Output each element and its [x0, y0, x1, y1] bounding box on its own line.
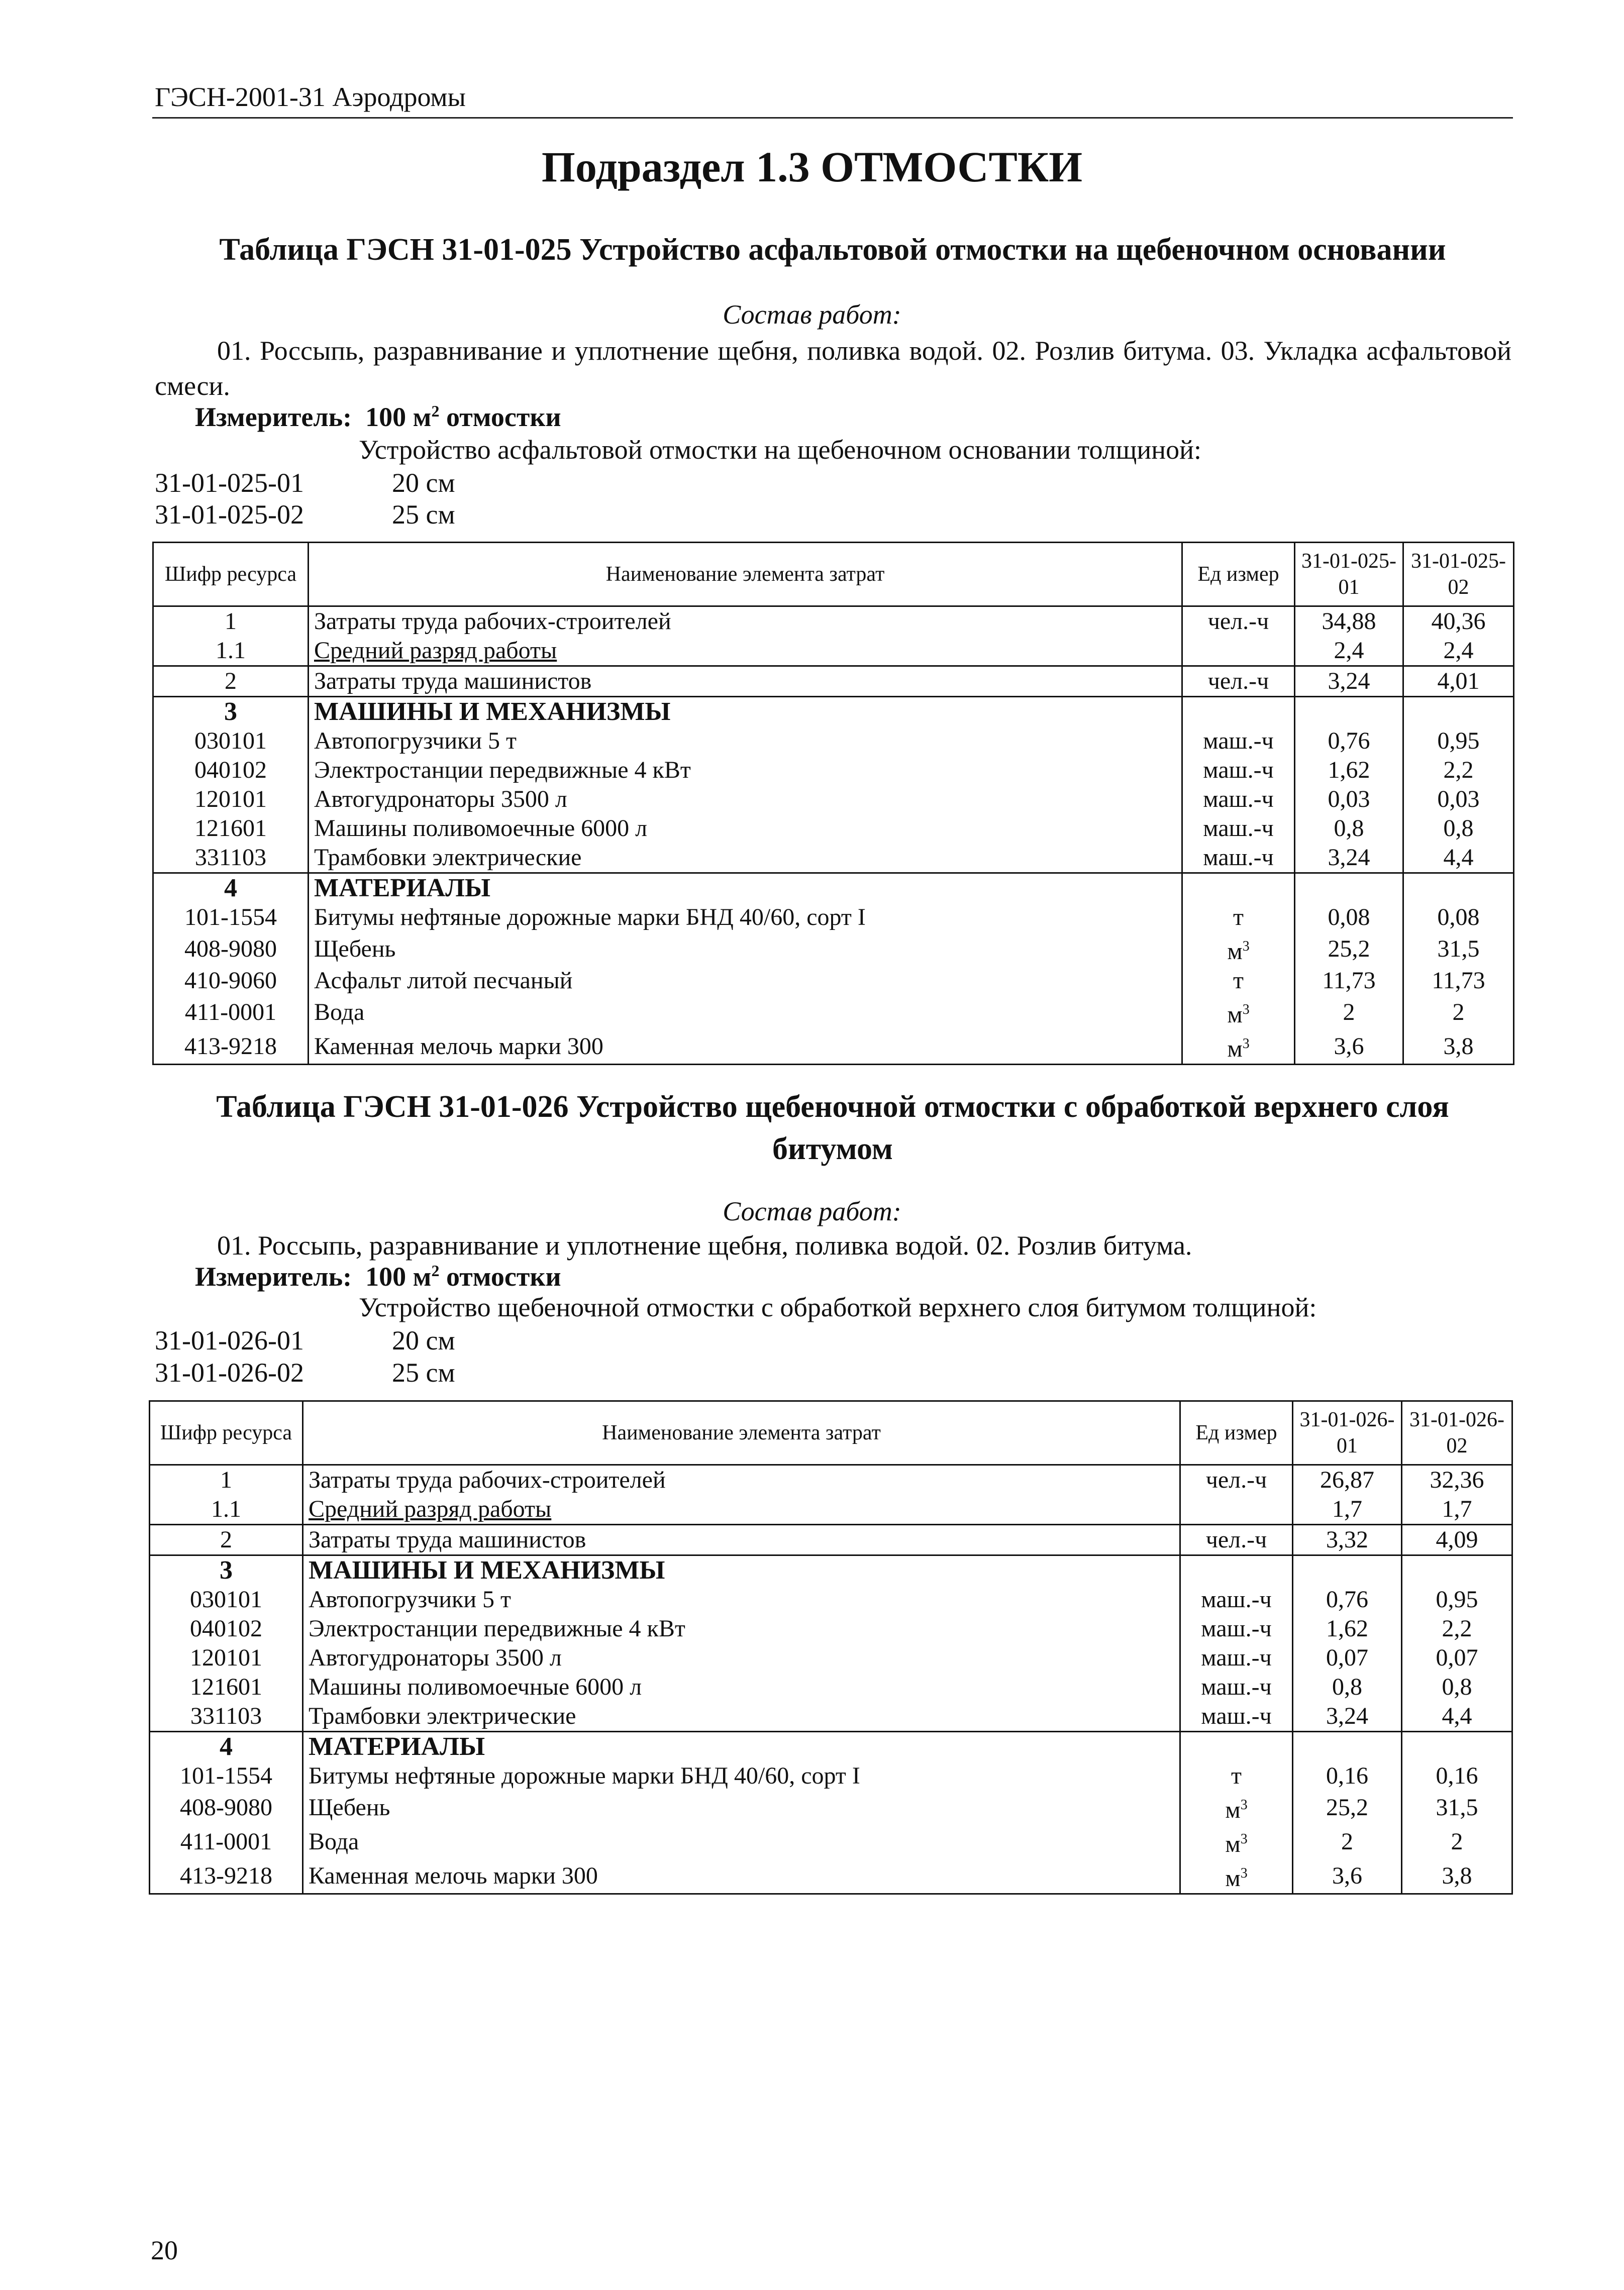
resource-table-2	[149, 1400, 1513, 1895]
resource-unit: маш.-ч	[1182, 726, 1295, 756]
table-row	[153, 903, 1514, 932]
resource-value-1: 0,76	[1293, 1585, 1402, 1614]
resource-code: 1	[150, 1465, 303, 1495]
unit-text: м	[1225, 1865, 1241, 1892]
table-2-measure	[195, 1261, 561, 1292]
col-header-name: Наименование элемента затрат	[309, 543, 1182, 606]
measure-label: Измеритель:	[195, 1262, 352, 1292]
resource-table-1	[152, 542, 1514, 1065]
resource-value-1: 2	[1295, 995, 1403, 1029]
table-row	[150, 1673, 1512, 1702]
col-header-norm-1: 31-01-025-01	[1295, 543, 1403, 606]
table-row	[153, 726, 1514, 756]
resource-value-1: 0,08	[1295, 903, 1403, 932]
resource-unit	[1180, 1791, 1293, 1825]
resource-code: 408-9080	[153, 932, 309, 966]
resource-value-2: 2	[1403, 995, 1514, 1029]
col-header-name: Наименование элемента затрат	[303, 1401, 1180, 1465]
unit-power: 3	[1242, 1002, 1250, 1017]
unit-power: 3	[1240, 1831, 1248, 1847]
table-row	[150, 1761, 1512, 1791]
resource-code: 413-9218	[150, 1859, 303, 1894]
col-header-norm-2: 31-01-025-02	[1403, 543, 1514, 606]
resource-code: 413-9218	[153, 1029, 309, 1065]
col-header-code: Шифр ресурса	[150, 1401, 303, 1465]
norm-thickness: 20 см	[392, 468, 455, 498]
resource-code: 120101	[153, 785, 309, 814]
resource-value-2: 4,01	[1403, 666, 1514, 697]
table-group-row	[150, 1555, 1512, 1586]
resource-value-1: 0,76	[1295, 726, 1403, 756]
resource-value-1: 0,07	[1293, 1643, 1402, 1673]
resource-unit	[1182, 995, 1295, 1029]
table-1-work-text: 01. Россыпь, разравнивание и уплотнение щебня, поливка водой. 02. Розлив битума. 03. Укладка асфальтовой смеси.	[155, 336, 1511, 401]
resource-name: Щебень	[309, 932, 1182, 966]
norm-code: 31-01-026-02	[155, 1358, 304, 1388]
resource-code: 331103	[150, 1702, 303, 1732]
norm-code: 31-01-025-01	[155, 468, 304, 498]
table-1-heading: Таблица ГЭСН 31-01-025 Устройство асфальтовой отмостки на щебеночном основании	[219, 233, 1446, 267]
resource-value-1: 0,16	[1293, 1761, 1402, 1791]
resource-value-2: 3,8	[1403, 1029, 1514, 1065]
table-row	[150, 1525, 1512, 1555]
resource-value-2: 2	[1402, 1825, 1512, 1859]
resource-name: Затраты труда рабочих-строителей	[303, 1465, 1180, 1495]
resource-value-2: 31,5	[1402, 1791, 1512, 1825]
table-row	[150, 1585, 1512, 1614]
resource-value-2: 32,36	[1402, 1465, 1512, 1495]
resource-code: 411-0001	[150, 1825, 303, 1859]
running-header: ГЭСН-2001-31 Аэродромы	[155, 82, 466, 112]
resource-value-1: 0,8	[1295, 814, 1403, 843]
resource-value-1: 3,6	[1295, 1029, 1403, 1065]
resource-value-1: 3,32	[1293, 1525, 1402, 1555]
table-1-code-line	[155, 499, 455, 530]
resource-unit	[1180, 1495, 1293, 1525]
table-1-measure	[195, 401, 561, 433]
table-row	[150, 1702, 1512, 1732]
resource-unit: маш.-ч	[1182, 814, 1295, 843]
table-2-subtitle: Устройство щебеночной отмостки с обработкой верхнего слоя битумом толщиной:	[359, 1292, 1317, 1322]
col-header-unit: Ед измер	[1182, 543, 1295, 606]
resource-value-1: 3,6	[1293, 1859, 1402, 1894]
resource-unit: маш.-ч	[1180, 1614, 1293, 1643]
unit-text: м	[1227, 938, 1243, 965]
resource-code: 3	[153, 697, 309, 727]
resource-name: Вода	[309, 995, 1182, 1029]
table-2-work-label: Состав работ:	[723, 1196, 901, 1226]
resource-value-1: 0,8	[1293, 1673, 1402, 1702]
measure-value: 100 м	[365, 1262, 432, 1292]
resource-value-2: 2,4	[1403, 636, 1514, 666]
resource-unit: т	[1182, 966, 1295, 995]
resource-code: 101-1554	[150, 1761, 303, 1791]
table-group-row	[150, 1732, 1512, 1762]
norm-code: 31-01-025-02	[155, 499, 304, 530]
resource-value-1: 1,62	[1295, 756, 1403, 785]
table-row	[153, 995, 1514, 1029]
resource-value-2	[1402, 1555, 1512, 1586]
table-row	[150, 1825, 1512, 1859]
resource-code: 4	[150, 1732, 303, 1762]
resource-unit: маш.-ч	[1182, 785, 1295, 814]
resource-value-1: 34,88	[1295, 606, 1403, 637]
table-2-work-text: 01. Россыпь, разравнивание и уплотнение щебня, поливка водой. 02. Розлив битума.	[217, 1230, 1192, 1261]
group-title: МАТЕРИАЛЫ	[309, 873, 1182, 903]
resource-value-1: 1,7	[1293, 1495, 1402, 1525]
resource-name: Битумы нефтяные дорожные марки БНД 40/60, сорт I	[303, 1761, 1180, 1791]
resource-unit: чел.-ч	[1182, 666, 1295, 697]
table-row	[150, 1791, 1512, 1825]
resource-value-1: 25,2	[1293, 1791, 1402, 1825]
measure-value: 100 м	[365, 402, 432, 432]
resource-value-2: 0,07	[1402, 1643, 1512, 1673]
resource-unit: маш.-ч	[1180, 1673, 1293, 1702]
resource-value-1: 2,4	[1295, 636, 1403, 666]
resource-value-1	[1293, 1555, 1402, 1586]
table-row	[153, 966, 1514, 995]
resource-unit	[1182, 873, 1295, 903]
resource-name: Каменная мелочь марки 300	[303, 1859, 1180, 1894]
table-row	[153, 666, 1514, 697]
header-divider	[152, 117, 1513, 119]
measure-unit-power: 2	[431, 1262, 440, 1280]
resource-name: Затраты труда машинистов	[303, 1525, 1180, 1555]
resource-name: Машины поливомоечные 6000 л	[303, 1673, 1180, 1702]
resource-name: Машины поливомоечные 6000 л	[309, 814, 1182, 843]
resource-unit	[1182, 932, 1295, 966]
measure-tail: отмостки	[446, 1262, 561, 1292]
table-row	[153, 636, 1514, 666]
table-row	[153, 1029, 1514, 1065]
table-row	[150, 1643, 1512, 1673]
resource-value-2: 1,7	[1402, 1495, 1512, 1525]
table-group-row	[153, 697, 1514, 727]
resource-name: Трамбовки электрические	[303, 1702, 1180, 1732]
resource-name-text: Средний разряд работы	[314, 637, 557, 664]
resource-name	[309, 636, 1182, 666]
resource-code: 040102	[153, 756, 309, 785]
resource-name: Каменная мелочь марки 300	[309, 1029, 1182, 1065]
resource-code: 408-9080	[150, 1791, 303, 1825]
resource-unit: чел.-ч	[1180, 1525, 1293, 1555]
table-row	[150, 1614, 1512, 1643]
resource-name	[303, 1495, 1180, 1525]
page-number: 20	[151, 2235, 178, 2265]
resource-value-1: 25,2	[1295, 932, 1403, 966]
resource-value-2	[1403, 697, 1514, 727]
resource-code: 2	[153, 666, 309, 697]
resource-name: Электростанции передвижные 4 кВт	[309, 756, 1182, 785]
resource-code: 1.1	[150, 1495, 303, 1525]
resource-value-2: 4,4	[1402, 1702, 1512, 1732]
resource-value-1	[1293, 1732, 1402, 1762]
resource-value-2	[1402, 1732, 1512, 1762]
col-header-norm-2: 31-01-026-02	[1402, 1401, 1512, 1465]
norm-thickness: 20 см	[392, 1325, 455, 1356]
resource-value-1: 3,24	[1295, 666, 1403, 697]
resource-name: Электростанции передвижные 4 кВт	[303, 1614, 1180, 1643]
resource-code: 030101	[153, 726, 309, 756]
norm-thickness: 25 см	[392, 1358, 455, 1388]
resource-value-1	[1295, 697, 1403, 727]
resource-unit	[1180, 1859, 1293, 1894]
resource-unit: чел.-ч	[1182, 606, 1295, 637]
resource-code: 101-1554	[153, 903, 309, 932]
resource-name: Автопогрузчики 5 т	[303, 1585, 1180, 1614]
resource-code: 121601	[150, 1673, 303, 1702]
resource-value-2: 31,5	[1403, 932, 1514, 966]
table-row	[153, 606, 1514, 637]
resource-code: 121601	[153, 814, 309, 843]
unit-text: м	[1225, 1831, 1241, 1857]
resource-value-2: 0,8	[1402, 1673, 1512, 1702]
unit-text: м	[1227, 1035, 1243, 1062]
resource-value-2: 2,2	[1403, 756, 1514, 785]
resource-unit: маш.-ч	[1180, 1643, 1293, 1673]
unit-power: 3	[1240, 1865, 1248, 1881]
resource-value-2: 0,08	[1403, 903, 1514, 932]
resource-code: 410-9060	[153, 966, 309, 995]
table-row	[153, 756, 1514, 785]
resource-value-1: 1,62	[1293, 1614, 1402, 1643]
group-title: МАШИНЫ И МЕХАНИЗМЫ	[303, 1555, 1180, 1586]
resource-name: Затраты труда рабочих-строителей	[309, 606, 1182, 637]
subsection-title: Подраздел 1.3 ОТМОСТКИ	[541, 143, 1083, 191]
resource-value-2: 4,4	[1403, 843, 1514, 873]
measure-label: Измеритель:	[195, 402, 352, 432]
resource-value-2: 0,16	[1402, 1761, 1512, 1791]
resource-value-2: 4,09	[1402, 1525, 1512, 1555]
norm-thickness: 25 см	[392, 499, 455, 530]
resource-unit: маш.-ч	[1182, 756, 1295, 785]
table-2-heading	[152, 1086, 1513, 1170]
table-2-heading-line-1: Таблица ГЭСН 31-01-026 Устройство щебеночной отмостки с обработкой верхнего слоя	[216, 1090, 1449, 1124]
resource-value-2	[1403, 873, 1514, 903]
measure-tail: отмостки	[446, 402, 561, 432]
resource-code: 331103	[153, 843, 309, 873]
resource-name: Автопогрузчики 5 т	[309, 726, 1182, 756]
table-2-heading-line-2: битумом	[772, 1132, 893, 1166]
resource-value-2: 0,8	[1403, 814, 1514, 843]
resource-unit: маш.-ч	[1182, 843, 1295, 873]
resource-unit	[1182, 697, 1295, 727]
resource-value-2: 40,36	[1403, 606, 1514, 637]
table-2-code-line	[155, 1325, 455, 1356]
resource-name: Вода	[303, 1825, 1180, 1859]
resource-code: 2	[150, 1525, 303, 1555]
unit-power: 3	[1242, 1036, 1250, 1052]
resource-value-2: 3,8	[1402, 1859, 1512, 1894]
resource-name: Трамбовки электрические	[309, 843, 1182, 873]
resource-value-1: 0,03	[1295, 785, 1403, 814]
resource-unit	[1180, 1825, 1293, 1859]
resource-name: Затраты труда машинистов	[309, 666, 1182, 697]
resource-value-2: 2,2	[1402, 1614, 1512, 1643]
resource-unit	[1182, 1029, 1295, 1065]
resource-value-2: 0,95	[1403, 726, 1514, 756]
resource-unit: маш.-ч	[1180, 1702, 1293, 1732]
table-group-row	[153, 873, 1514, 903]
resource-name-text: Средний разряд работы	[309, 1496, 552, 1522]
table-header-row	[153, 543, 1514, 606]
table-1-subtitle: Устройство асфальтовой отмостки на щебеночном основании толщиной:	[359, 435, 1202, 465]
resource-value-1: 3,24	[1293, 1702, 1402, 1732]
table-1-code-line	[155, 467, 455, 498]
resource-unit	[1180, 1555, 1293, 1586]
resource-value-2: 0,95	[1402, 1585, 1512, 1614]
resource-code: 4	[153, 873, 309, 903]
norm-code: 31-01-026-01	[155, 1325, 304, 1356]
resource-name: Автогудронаторы 3500 л	[303, 1643, 1180, 1673]
table-row	[150, 1859, 1512, 1894]
resource-value-2: 11,73	[1403, 966, 1514, 995]
resource-code: 1.1	[153, 636, 309, 666]
resource-unit: т	[1182, 903, 1295, 932]
unit-power: 3	[1242, 939, 1250, 954]
resource-code: 3	[150, 1555, 303, 1586]
table-row	[150, 1465, 1512, 1495]
measure-unit-power: 2	[431, 402, 440, 420]
resource-code: 1	[153, 606, 309, 637]
unit-text: м	[1227, 1001, 1243, 1028]
resource-name: Битумы нефтяные дорожные марки БНД 40/60, сорт I	[309, 903, 1182, 932]
resource-value-1	[1295, 873, 1403, 903]
resource-value-1: 11,73	[1295, 966, 1403, 995]
table-row	[150, 1495, 1512, 1525]
resource-value-1: 26,87	[1293, 1465, 1402, 1495]
table-1-work-label: Состав работ:	[723, 299, 901, 330]
table-row	[153, 814, 1514, 843]
col-header-norm-1: 31-01-026-01	[1293, 1401, 1402, 1465]
resource-unit	[1180, 1732, 1293, 1762]
resource-unit: чел.-ч	[1180, 1465, 1293, 1495]
resource-value-1: 3,24	[1295, 843, 1403, 873]
resource-code: 120101	[150, 1643, 303, 1673]
unit-text: м	[1225, 1797, 1241, 1823]
group-title: МАШИНЫ И МЕХАНИЗМЫ	[309, 697, 1182, 727]
table-row	[153, 843, 1514, 873]
table-header-row	[150, 1401, 1512, 1465]
resource-name: Асфальт литой песчаный	[309, 966, 1182, 995]
table-row	[153, 932, 1514, 966]
resource-name: Автогудронаторы 3500 л	[309, 785, 1182, 814]
col-header-code: Шифр ресурса	[153, 543, 309, 606]
resource-value-1: 2	[1293, 1825, 1402, 1859]
resource-unit: т	[1180, 1761, 1293, 1791]
resource-unit	[1182, 636, 1295, 666]
resource-code: 030101	[150, 1585, 303, 1614]
table-2-code-line	[155, 1357, 455, 1388]
resource-name: Щебень	[303, 1791, 1180, 1825]
unit-power: 3	[1240, 1797, 1248, 1813]
col-header-unit: Ед измер	[1180, 1401, 1293, 1465]
resource-value-2: 0,03	[1403, 785, 1514, 814]
resource-code: 411-0001	[153, 995, 309, 1029]
table-row	[153, 785, 1514, 814]
group-title: МАТЕРИАЛЫ	[303, 1732, 1180, 1762]
resource-code: 040102	[150, 1614, 303, 1643]
resource-unit: маш.-ч	[1180, 1585, 1293, 1614]
